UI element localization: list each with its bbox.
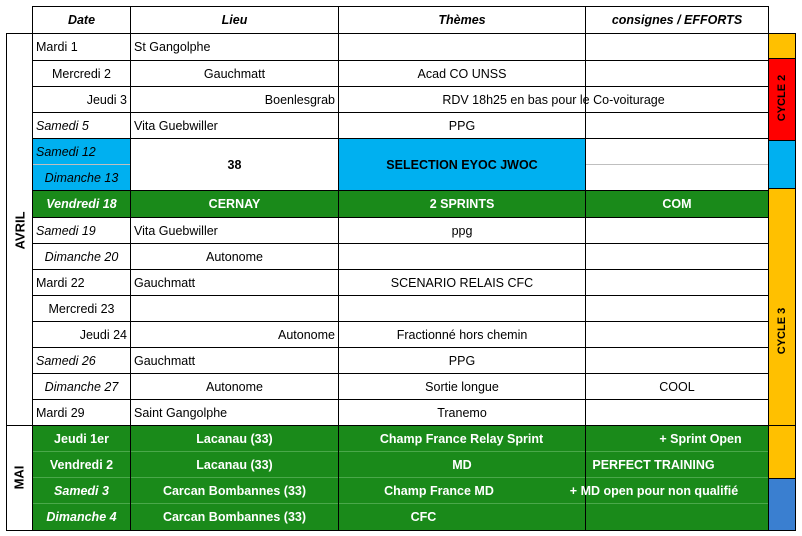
month-avril: AVRIL	[12, 211, 28, 250]
row13-lieu: Autonome	[206, 379, 263, 394]
row8-lieu: Autonome	[206, 249, 263, 264]
row1-theme	[339, 34, 585, 60]
row5-theme: SELECTION EYOC JWOC	[386, 157, 538, 172]
row14-lieu: Saint Gangolphe	[134, 405, 228, 420]
row5-date2: Dimanche 13	[44, 170, 119, 185]
row15-consigne: + Sprint Open	[659, 431, 742, 446]
row1-date: Mardi 1	[36, 40, 78, 54]
row4-lieu: Vita Guebwiller	[134, 118, 218, 133]
header-themes: Thèmes	[438, 13, 486, 27]
row8-date: Dimanche 20	[44, 249, 119, 264]
row9-consigne	[586, 270, 768, 295]
row11-consigne	[586, 322, 768, 347]
row7-consigne	[586, 218, 768, 243]
cycle3-label: CYCLE 3	[776, 307, 788, 355]
row9-date: Mardi 22	[36, 275, 85, 290]
row5-date: Samedi 12	[36, 144, 96, 159]
row10-theme	[339, 296, 585, 321]
row17-date: Samedi 3	[54, 483, 109, 498]
row6-lieu: CERNAY	[208, 197, 261, 211]
row12-consigne	[586, 348, 768, 373]
row5-lieu: 38	[227, 157, 242, 172]
row8-theme	[339, 244, 585, 269]
row15-lieu: Lacanau (33)	[196, 431, 273, 446]
row7-lieu: Vita Guebwiller	[134, 223, 218, 238]
row17-lieu: Carcan Bombannes (33)	[162, 483, 307, 498]
month-mai: MAI	[11, 465, 27, 490]
row16-theme: MD	[452, 457, 472, 472]
row3-lieu: Boenlesgrab	[264, 92, 335, 107]
row14-consigne	[586, 400, 768, 425]
row9-theme: SCENARIO RELAIS CFC	[390, 275, 534, 290]
row18-lieu: Carcan Bombannes (33)	[162, 510, 307, 524]
row13-consigne: COOL	[659, 379, 695, 394]
row16-lieu: Lacanau (33)	[196, 457, 273, 472]
row2-lieu: Gauchmatt	[203, 66, 266, 81]
row7-date: Samedi 19	[36, 223, 96, 238]
row10-date: Mercredi 23	[48, 301, 115, 316]
header-consignes: consignes / EFFORTS	[611, 13, 743, 27]
row7-theme: ppg	[451, 223, 473, 238]
row2-consigne	[586, 61, 768, 86]
row15-theme: Champ France Relay Sprint	[379, 431, 544, 446]
row17-consigne: + MD open pour non qualifié	[569, 483, 739, 498]
row16-consigne: PERFECT TRAINING	[592, 457, 715, 472]
row17-theme: Champ France MD	[384, 483, 494, 498]
row3-theme: RDV 18h25 en bas pour le Co-voiturage	[442, 92, 665, 107]
row12-theme: PPG	[448, 353, 476, 368]
row11-date: Jeudi 24	[79, 327, 127, 342]
row14-date: Mardi 29	[36, 405, 85, 420]
row6-date: Vendredi 18	[46, 197, 117, 211]
row14-theme: Tranemo	[437, 405, 487, 420]
row11-theme: Fractionné hors chemin	[396, 327, 528, 342]
row8-consigne	[586, 244, 768, 269]
row2-date: Mercredi 2	[51, 66, 112, 81]
row10-consigne	[586, 296, 768, 321]
row4-date: Samedi 5	[36, 118, 89, 133]
row9-lieu: Gauchmatt	[134, 275, 196, 290]
row12-lieu: Gauchmatt	[134, 353, 196, 368]
row1-lieu: St Gangolphe	[134, 40, 211, 54]
row16-date: Vendredi 2	[49, 457, 114, 472]
row12-date: Samedi 26	[36, 353, 96, 368]
cycle-blue-top	[769, 33, 796, 58]
cycle-blue-bottom	[769, 478, 796, 530]
row1-consigne	[586, 34, 768, 60]
row18-consigne	[586, 504, 768, 530]
header-date: Date	[67, 13, 96, 27]
row13-date: Dimanche 27	[44, 379, 119, 394]
row4-theme: PPG	[448, 118, 476, 133]
row18-date: Dimanche 4	[46, 510, 117, 524]
cycle-blue-mid	[769, 140, 796, 188]
row18-theme: CFC	[410, 510, 437, 524]
header-lieu: Lieu	[221, 13, 248, 27]
row6-theme: 2 SPRINTS	[429, 197, 495, 211]
row13-theme: Sortie longue	[425, 379, 499, 394]
row6-consigne: COM	[662, 197, 692, 211]
row3-date: Jeudi 3	[86, 92, 127, 107]
row11-lieu: Autonome	[278, 327, 335, 342]
row15-date: Jeudi 1er	[54, 431, 109, 446]
row5-consigne	[586, 139, 768, 164]
row4-consigne	[586, 113, 768, 138]
row2-theme: Acad CO UNSS	[417, 66, 507, 81]
row10-lieu	[131, 296, 338, 321]
cycle2-label: CYCLE 2	[776, 74, 788, 122]
